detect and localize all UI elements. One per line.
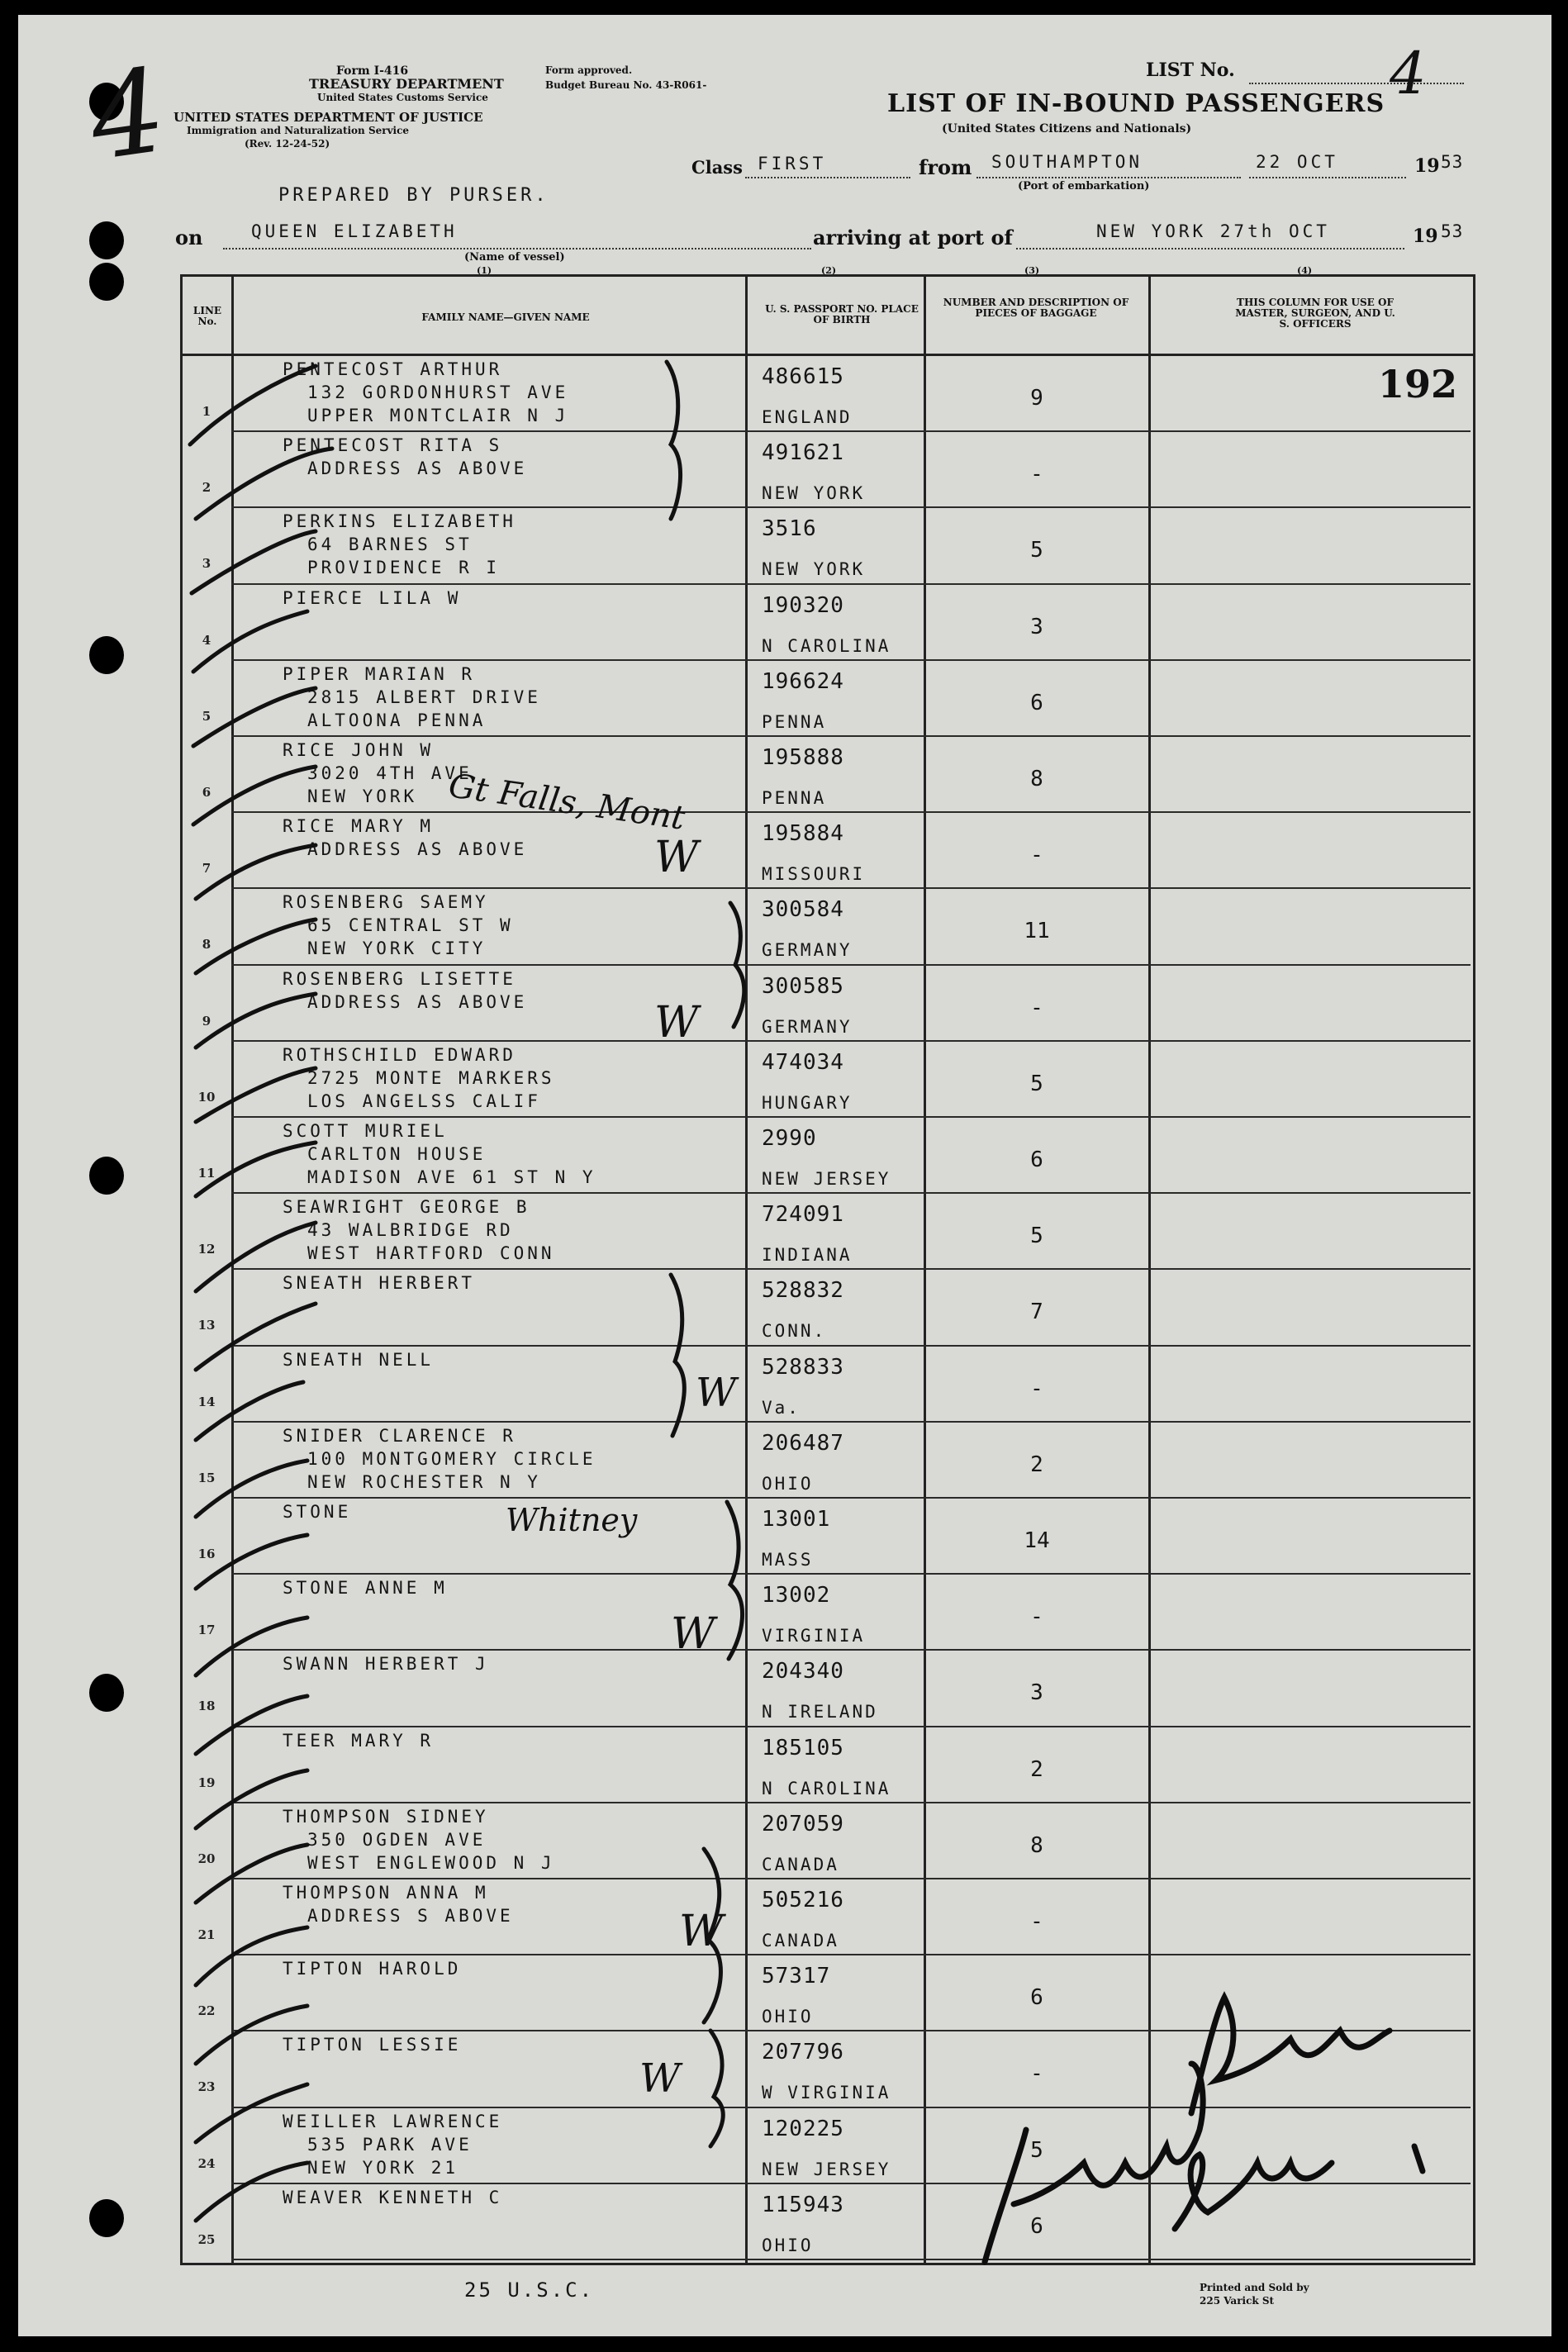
baggage-count: 7 bbox=[1030, 1300, 1043, 1325]
line-number: 11 bbox=[197, 1166, 216, 1181]
form-number: Form I-416 bbox=[336, 64, 409, 78]
revision: (Rev. 12-24-52) bbox=[245, 138, 330, 150]
place-of-birth: NEW YORK bbox=[762, 559, 866, 580]
place-of-birth: CANADA bbox=[762, 1854, 839, 1874]
passenger-name: ROSENBERG SAEMY bbox=[283, 892, 489, 913]
passenger-name: WEAVER KENNETH C bbox=[283, 2187, 503, 2207]
line-number: 7 bbox=[202, 861, 211, 877]
place-of-birth: MISSOURI bbox=[762, 864, 866, 885]
passenger-name: ROTHSCHILD EDWARD bbox=[283, 1044, 516, 1065]
address-line-1: ADDRESS S ABOVE bbox=[307, 1906, 514, 1926]
line-number: 15 bbox=[197, 1470, 216, 1485]
baggage-count: 11 bbox=[1024, 919, 1050, 944]
address-line-2: NEW YORK CITY bbox=[307, 938, 487, 959]
year-value: 53 bbox=[1441, 152, 1464, 172]
passport-number: 528833 bbox=[762, 1354, 844, 1380]
passenger-name: WEILLER LAWRENCE bbox=[283, 2111, 503, 2131]
passenger-name: SWANN HERBERT J bbox=[283, 1654, 489, 1675]
departure-date: 22 OCT bbox=[1256, 152, 1338, 172]
line-number: 2 bbox=[202, 480, 211, 496]
line-number: 24 bbox=[197, 2155, 216, 2171]
document-subtitle: (United States Citizens and Nationals) bbox=[942, 122, 1192, 135]
line-number: 10 bbox=[197, 1089, 216, 1105]
from-port-value: SOUTHAMPTON bbox=[991, 152, 1143, 172]
baggage-count: - bbox=[1030, 1909, 1043, 1934]
passenger-name: THOMPSON ANNA M bbox=[283, 1883, 489, 1903]
line-number: 19 bbox=[197, 1775, 216, 1790]
vessel-caption: (Name of vessel) bbox=[464, 251, 565, 264]
justice-dept: UNITED STATES DEPARTMENT OF JUSTICE bbox=[173, 110, 483, 125]
list-no-value: 4 bbox=[1390, 40, 1427, 107]
address-line-1: 2725 MONTE MARKERS bbox=[307, 1067, 555, 1088]
passenger-name: RICE JOHN W bbox=[283, 740, 435, 760]
address-line-2: NEW YORK 21 bbox=[307, 2157, 459, 2178]
address-line-1: 3020 4TH AVE bbox=[307, 763, 473, 783]
class-label: Class bbox=[691, 157, 743, 178]
place-of-birth: NEW YORK bbox=[762, 483, 866, 504]
arrival-year-value: 53 bbox=[1441, 221, 1464, 241]
baggage-count: 3 bbox=[1030, 1680, 1043, 1706]
place-of-birth: GERMANY bbox=[762, 1016, 853, 1037]
arriving-label: arriving at port of bbox=[813, 226, 1013, 249]
passport-number: 207796 bbox=[762, 2040, 844, 2065]
class-value: FIRST bbox=[758, 154, 827, 173]
col-num-3: (3) bbox=[1024, 265, 1040, 276]
line-number: 9 bbox=[202, 1013, 211, 1029]
baggage-count: 6 bbox=[1030, 1147, 1043, 1172]
address-line-1: 100 MONTGOMERY CIRCLE bbox=[307, 1448, 596, 1469]
place-of-birth: N CAROLINA bbox=[762, 1778, 891, 1798]
passport-number: 3516 bbox=[762, 516, 817, 542]
year-prefix: 19 bbox=[1414, 155, 1440, 177]
address-line-1: 2815 ALBERT DRIVE bbox=[307, 687, 541, 707]
passport-number: 206487 bbox=[762, 1430, 844, 1456]
col-num-4: (4) bbox=[1297, 265, 1313, 276]
passenger-name: ROSENBERG LISETTE bbox=[283, 968, 516, 989]
address-line-1: 43 WALBRIDGE RD bbox=[307, 1220, 514, 1241]
manifest-page bbox=[18, 15, 1551, 2336]
passport-number: 505216 bbox=[762, 1888, 844, 1912]
passenger-name: PIERCE LILA W bbox=[283, 587, 462, 608]
witness-mark-5: W bbox=[679, 1907, 724, 1956]
address-line-2: PROVIDENCE R I bbox=[307, 558, 501, 578]
line-number: 23 bbox=[197, 2079, 216, 2095]
place-of-birth: VIRGINIA bbox=[762, 1626, 866, 1646]
address-line-1: 535 PARK AVE bbox=[307, 2134, 473, 2155]
address-line-1: 65 CENTRAL ST W bbox=[307, 915, 514, 936]
baggage-count: 9 bbox=[1030, 386, 1043, 411]
passport-number: 724091 bbox=[762, 1202, 844, 1228]
col-passport: U. S. PASSPORT NO. PLACE OF BIRTH bbox=[765, 303, 919, 325]
passenger-name: SNEATH HERBERT bbox=[283, 1273, 476, 1294]
place-of-birth: GERMANY bbox=[762, 940, 853, 961]
line-number: 12 bbox=[197, 1242, 216, 1257]
passenger-name: TIPTON HAROLD bbox=[283, 1959, 462, 1979]
passport-number: 300585 bbox=[762, 973, 844, 999]
arrival-port-date: NEW YORK 27th OCT bbox=[1096, 221, 1330, 241]
address-line-1: ADDRESS AS ABOVE bbox=[307, 459, 528, 479]
baggage-count: 5 bbox=[1030, 1071, 1043, 1096]
address-line-2: NEW YORK bbox=[307, 786, 418, 806]
form-approved: Form approved. bbox=[545, 64, 633, 76]
ins-service: Immigration and Naturalization Service bbox=[187, 125, 410, 136]
place-of-birth: OHIO bbox=[762, 2007, 814, 2027]
witness-mark-6: W bbox=[639, 2055, 681, 2102]
passenger-name: SNIDER CLARENCE R bbox=[283, 1425, 516, 1446]
col-line-no: LINE No. bbox=[192, 305, 222, 327]
corner-list-mark: 4 bbox=[82, 43, 173, 188]
baggage-count: - bbox=[1030, 2061, 1043, 2087]
address-line-1: CARLTON HOUSE bbox=[307, 1144, 487, 1164]
passenger-name: TEER MARY R bbox=[283, 1730, 435, 1751]
line-number: 1 bbox=[202, 404, 211, 419]
place-of-birth: CONN. bbox=[762, 1321, 827, 1342]
baggage-count: - bbox=[1030, 995, 1043, 1020]
col-officers: THIS COLUMN FOR USE OF MASTER, SURGEON, AND U. S. OFFICERS bbox=[1235, 297, 1395, 330]
line-number: 17 bbox=[197, 1623, 216, 1638]
footer-code: 25 U.S.C. bbox=[464, 2278, 595, 2302]
baggage-count: 6 bbox=[1030, 690, 1043, 715]
baggage-count: 2 bbox=[1030, 1452, 1043, 1477]
baggage-count: - bbox=[1030, 843, 1043, 868]
printer-address: 225 Varick St bbox=[1200, 2295, 1275, 2307]
passport-number: 2990 bbox=[762, 1126, 817, 1151]
address-line-1: 350 OGDEN AVE bbox=[307, 1829, 487, 1850]
budget-bureau: Budget Bureau No. 43-R061- bbox=[545, 79, 707, 91]
passport-number: 486615 bbox=[762, 364, 844, 389]
prepared-by: PREPARED BY PURSER. bbox=[278, 185, 549, 206]
witness-mark-4: W bbox=[671, 1609, 715, 1659]
line-number: 21 bbox=[197, 1927, 216, 1942]
witness-mark-1: W bbox=[654, 833, 699, 882]
col-num-1: (1) bbox=[477, 265, 492, 276]
on-label: on bbox=[175, 226, 203, 249]
from-label: from bbox=[919, 155, 972, 179]
line-number: 25 bbox=[197, 2231, 216, 2247]
baggage-count: - bbox=[1030, 462, 1043, 487]
passport-number: 13001 bbox=[762, 1507, 831, 1532]
place-of-birth: OHIO bbox=[762, 2235, 814, 2255]
customs-service: United States Customs Service bbox=[317, 92, 488, 103]
line-number: 3 bbox=[202, 556, 211, 572]
address-line-1: 64 BARNES ST bbox=[307, 535, 473, 555]
passenger-name: TIPTON LESSIE bbox=[283, 2035, 462, 2055]
col-name: FAMILY NAME—GIVEN NAME bbox=[421, 311, 590, 323]
passenger-name: PENTECOST RITA S bbox=[283, 435, 503, 456]
passenger-name: SCOTT MURIEL bbox=[283, 1121, 448, 1141]
place-of-birth: MASS bbox=[762, 1550, 814, 1570]
passport-number: 196624 bbox=[762, 668, 844, 694]
passport-number: 13002 bbox=[762, 1583, 831, 1608]
line-number: 18 bbox=[197, 1699, 216, 1714]
baggage-count: 8 bbox=[1030, 1832, 1043, 1858]
baggage-count: 5 bbox=[1030, 2137, 1043, 2163]
passport-number: 300584 bbox=[762, 897, 844, 923]
line-number: 20 bbox=[197, 1851, 216, 1866]
passenger-name: STONE ANNE M bbox=[283, 1578, 448, 1599]
treasury-dept: TREASURY DEPARTMENT bbox=[309, 76, 504, 92]
line-number: 22 bbox=[197, 2003, 216, 2019]
passport-number: 190320 bbox=[762, 592, 844, 618]
embark-caption: (Port of embarkation) bbox=[1018, 180, 1150, 192]
address-line-2: WEST HARTFORD CONN bbox=[307, 1243, 555, 1264]
address-line-2: ALTOONA PENNA bbox=[307, 710, 487, 730]
baggage-count: 14 bbox=[1024, 1528, 1050, 1553]
baggage-count: - bbox=[1030, 1604, 1043, 1630]
vessel-name: QUEEN ELIZABETH bbox=[251, 221, 458, 241]
baggage-count: - bbox=[1030, 1376, 1043, 1401]
place-of-birth: PENNA bbox=[762, 788, 827, 808]
baggage-count: 5 bbox=[1030, 1224, 1043, 1249]
address-line-2: WEST ENGLEWOOD N J bbox=[307, 1852, 555, 1873]
place-of-birth: NEW JERSEY bbox=[762, 2159, 891, 2179]
passport-number: 195884 bbox=[762, 821, 844, 847]
passport-number: 115943 bbox=[762, 2192, 844, 2217]
passport-number: 57317 bbox=[762, 1964, 831, 1989]
address-line-1: ADDRESS AS ABOVE bbox=[307, 839, 528, 860]
witness-mark-3: W bbox=[696, 1370, 737, 1416]
line-number: 8 bbox=[202, 937, 211, 953]
passenger-name: PERKINS ELIZABETH bbox=[283, 511, 516, 532]
place-of-birth: INDIANA bbox=[762, 1245, 853, 1266]
passport-number: 185105 bbox=[762, 1735, 844, 1760]
place-of-birth: NEW JERSEY bbox=[762, 1169, 891, 1189]
address-line-2: NEW ROCHESTER N Y bbox=[307, 1471, 541, 1492]
purser-signature bbox=[18, 15, 1551, 2336]
passport-number: 120225 bbox=[762, 2116, 844, 2141]
rice-address-annotation: Gt Falls, Mont bbox=[446, 767, 687, 838]
baggage-count: 6 bbox=[1030, 2213, 1043, 2239]
passenger-name: STONE bbox=[283, 1502, 352, 1522]
line-number: 16 bbox=[197, 1547, 216, 1561]
passport-number: 491621 bbox=[762, 440, 844, 466]
place-of-birth: OHIO bbox=[762, 1473, 814, 1494]
place-of-birth: Va. bbox=[762, 1397, 801, 1418]
passenger-name: PENTECOST ARTHUR bbox=[283, 359, 503, 379]
col-baggage: NUMBER AND DESCRIPTION OF PIECES OF BAGGAGE bbox=[943, 297, 1129, 319]
passport-number: 195888 bbox=[762, 745, 844, 770]
passenger-name: RICE MARY M bbox=[283, 816, 435, 837]
place-of-birth: CANADA bbox=[762, 1931, 839, 1950]
arrival-year-prefix: 19 bbox=[1413, 226, 1438, 247]
place-of-birth: HUNGARY bbox=[762, 1092, 853, 1113]
line-number: 13 bbox=[197, 1318, 216, 1333]
passenger-name: PIPER MARIAN R bbox=[283, 663, 476, 684]
baggage-count: 8 bbox=[1030, 767, 1043, 791]
baggage-count: 3 bbox=[1030, 614, 1043, 639]
passenger-name: THOMPSON SIDNEY bbox=[283, 1806, 489, 1827]
stone-given-name: Whitney bbox=[506, 1502, 638, 1538]
address-line-1: 132 GORDONHURST AVE bbox=[307, 382, 569, 402]
passport-number: 528832 bbox=[762, 1278, 844, 1304]
document-title: LIST OF IN-BOUND PASSENGERS bbox=[887, 89, 1385, 118]
witness-mark-2: W bbox=[654, 998, 699, 1048]
address-line-2: LOS ANGELSS CALIF bbox=[307, 1090, 541, 1111]
place-of-birth: PENNA bbox=[762, 711, 827, 732]
passport-number: 474034 bbox=[762, 1049, 844, 1075]
place-of-birth: W VIRGINIA bbox=[762, 2083, 891, 2103]
line-number: 6 bbox=[202, 785, 211, 800]
address-line-1: ADDRESS AS ABOVE bbox=[307, 991, 528, 1012]
line-number: 4 bbox=[202, 632, 211, 648]
passport-number: 204340 bbox=[762, 1659, 844, 1684]
passport-number: 207059 bbox=[762, 1811, 844, 1836]
address-line-2: UPPER MONTCLAIR N J bbox=[307, 406, 569, 425]
baggage-count: 5 bbox=[1030, 538, 1043, 563]
place-of-birth: ENGLAND bbox=[762, 407, 853, 427]
col-num-2: (2) bbox=[821, 265, 837, 276]
list-no-label: LIST No. bbox=[1146, 59, 1235, 81]
passenger-name: SEAWRIGHT GEORGE B bbox=[283, 1197, 530, 1218]
place-of-birth: N CAROLINA bbox=[762, 635, 891, 656]
address-line-2: MADISON AVE 61 ST N Y bbox=[307, 1167, 596, 1187]
baggage-count: 2 bbox=[1030, 1756, 1043, 1782]
line-number: 5 bbox=[202, 708, 211, 724]
baggage-count: 6 bbox=[1030, 1985, 1043, 2011]
printed-by: Printed and Sold by bbox=[1200, 2282, 1309, 2293]
stamp-number: 192 bbox=[1378, 362, 1458, 406]
place-of-birth: N IRELAND bbox=[762, 1702, 878, 1722]
passenger-name: SNEATH NELL bbox=[283, 1349, 435, 1370]
line-number: 14 bbox=[197, 1394, 216, 1409]
